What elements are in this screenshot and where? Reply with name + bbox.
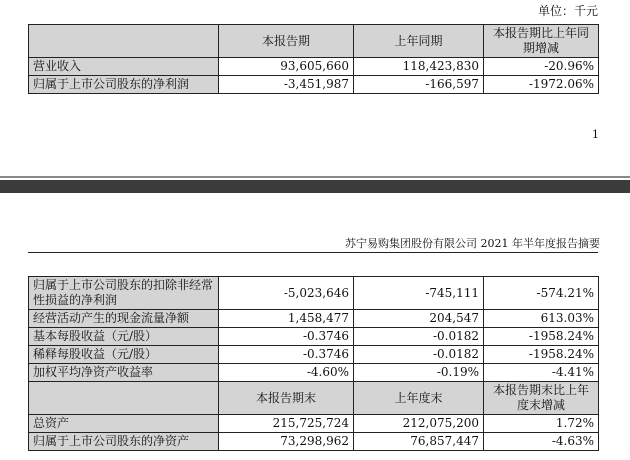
cell-current: -0.3746 (219, 328, 354, 346)
income-table (28, 24, 599, 94)
cell-prior: -0.0182 (354, 346, 484, 364)
page-divider-line (0, 176, 630, 178)
cell-current: -5,023,646 (219, 277, 354, 310)
cell-prior: 76,857,447 (354, 433, 484, 451)
cell-current: 73,298,962 (219, 433, 354, 451)
cell-prior: -745,111 (354, 277, 484, 310)
cell-current: -0.3746 (219, 346, 354, 364)
row-label: 基本每股收益（元/股） (29, 328, 219, 346)
header-blank (29, 25, 219, 58)
table-header-row (29, 382, 599, 415)
cell-prior: -0.0182 (354, 328, 484, 346)
cell-current: -3,451,987 (219, 76, 354, 94)
table-row (29, 328, 599, 346)
row-label: 归属于上市公司股东的净资产 (29, 433, 219, 451)
financial-indicators-table (28, 276, 599, 451)
table-row (29, 58, 599, 76)
cell-change: -1972.06% (484, 76, 599, 94)
page-divider-band (0, 180, 630, 193)
table-row (29, 277, 599, 310)
cell-prior: 204,547 (354, 310, 484, 328)
header-blank (29, 382, 219, 415)
table-row (29, 364, 599, 382)
row-label: 总资产 (29, 415, 219, 433)
cell-change: -4.63% (484, 433, 599, 451)
header-current-period: 本报告期 (219, 25, 354, 58)
running-header: 苏宁易购集团股份有限公司 2021 年半年度报告摘要 (345, 237, 600, 250)
cell-change: -20.96% (484, 58, 599, 76)
header-change: 本报告期比上年同期增减 (484, 25, 599, 58)
row-label: 经营活动产生的现金流量净额 (29, 310, 219, 328)
cell-current: 1,458,477 (219, 310, 354, 328)
table-row (29, 76, 599, 94)
row-label: 归属于上市公司股东的扣除非经常性损益的净利润 (29, 277, 219, 310)
cell-prior: 118,423,830 (354, 58, 484, 76)
row-label: 营业收入 (29, 58, 219, 76)
page-number: 1 (592, 128, 599, 141)
header-prior-period: 上年同期 (354, 25, 484, 58)
table-header-row (29, 25, 599, 58)
cell-change: 613.03% (484, 310, 599, 328)
header-prior-year-end: 上年度末 (354, 382, 484, 415)
table-row (29, 346, 599, 364)
cell-change: -4.41% (484, 364, 599, 382)
table-row (29, 415, 599, 433)
row-label: 稀释每股收益（元/股） (29, 346, 219, 364)
table-row (29, 310, 599, 328)
cell-current: -4.60% (219, 364, 354, 382)
cell-change: -1958.24% (484, 328, 599, 346)
header-period-end: 本报告期末 (219, 382, 354, 415)
header-change: 本报告期末比上年度末增减 (484, 382, 599, 415)
header-rule (28, 252, 598, 253)
row-label: 归属于上市公司股东的净利润 (29, 76, 219, 94)
cell-prior: -166,597 (354, 76, 484, 94)
cell-current: 93,605,660 (219, 58, 354, 76)
cell-current: 215,725,724 (219, 415, 354, 433)
cell-change: -1958.24% (484, 346, 599, 364)
cell-change: 1.72% (484, 415, 599, 433)
table-row (29, 433, 599, 451)
row-label: 加权平均净资产收益率 (29, 364, 219, 382)
unit-label: 单位：千元 (537, 4, 598, 18)
cell-prior: 212,075,200 (354, 415, 484, 433)
cell-prior: -0.19% (354, 364, 484, 382)
cell-change: -574.21% (484, 277, 599, 310)
